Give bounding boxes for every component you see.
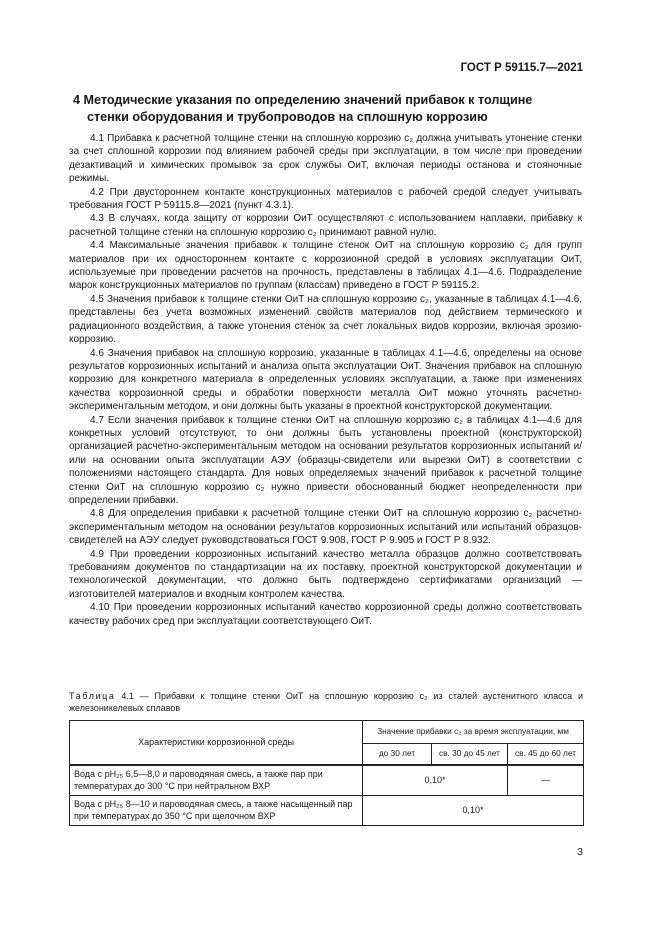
row-value: 0,10* [363, 796, 584, 826]
column-header-45-60: св. 45 до 60 лет [508, 744, 584, 766]
table-row [70, 796, 584, 826]
column-group-header: Значение прибавки c₂ за время эксплуатации, мм [363, 721, 584, 744]
paragraph-4-2: 4.2 При двустороннем контакте конструкционных материалов с рабочей средой следует учитывать требования ГОСТ Р 59115.8—2021 (пункт 4.3.1). [69, 186, 582, 212]
row-label: Вода с pH₂₅ 8—10 и пароводяная смесь, а также насыщенный пар при температурах до 350 °С при щелочном ВХР [70, 796, 363, 826]
paragraph-4-3: 4.3 В случаях, когда защиту от коррозии ОиТ осуществляют с использованием наплавки, прибавку к расчетной толщине стенки на сплошную коррозию c₂ принимают равной нулю. [69, 213, 582, 238]
standard-designation: ГОСТ Р 59115.7—2021 [460, 62, 583, 74]
section-title [73, 92, 583, 126]
table-caption-text: 4.1 — Прибавки к толщине стенки ОиТ на сплошную коррозию c₂ из сталей аустенитного класса и железоникелевых сплавов [69, 691, 583, 713]
section-title-line-1: 4 Методические указания по определению значений прибавок к толщине [73, 93, 533, 107]
row-value-dash: — [508, 765, 584, 796]
column-header-30: до 30 лет [363, 744, 432, 766]
paragraph-4-9: 4.9 При проведении коррозионных испытаний качество металла образцов должно соответствовать требованиям документов по стандартизации на их поставку, проектной конструкторской документации и технологической документации, что должно быть подтверждено сертификатами организаций — изготовителей материалов и входным контролем качества. [69, 548, 582, 600]
row-label: Вода с pH₂₅ 6,5—8,0 и пароводяная смесь, а также пар при температурах до 300 °С при нейтральном ВХР [70, 765, 363, 796]
table-caption [69, 690, 583, 714]
paragraph-4-4: 4.4 Максимальные значения прибавок к толщине стенок ОиТ на сплошную коррозию c₂ для групп материалов при их одностороннем контакте с коррозионной средой в условиях эксплуатации ОиТ, используемые при проведении расчетов на прочность, представлены в таблицах 4.1—4.6. Подразделение марок конструкционных материалов по группам (классам) приведено в ГОСТ Р 59115.2. [69, 240, 582, 292]
paragraph-4-7: 4.7 Если значения прибавок к толщине стенки ОиТ на сплошную коррозию c₂ в таблицах 4.1—4.6 для конкретных условий отсутствуют, то они должны быть установлены проектной (конструкторской) организацией расчетно-экспериментальным методом на основании результатов коррозионных испытаний и/или на основании опыта эксплуатации АЭУ (образцы-свидетели или вырезки ОиТ) в соответствии с положениями настоящего стандарта. Для новых определяемых значений прибавок к расчетной толщине стенки ОиТ на сплошную коррозию c₂ нужно привести обоснованный бюджет неопределенности при определении прибавки. [69, 414, 582, 506]
paragraph-4-8: 4.8 Для определения прибавки к расчетной толщине стенки ОиТ на сплошную коррозию c₂ расчетно-экспериментальным методом на основании результатов коррозионных испытаний или испытаний образцов-свидетелей на АЭУ следует руководствоваться ГОСТ 9.908, ГОСТ Р 9.905 и ГОСТ Р 8.932. [69, 508, 582, 547]
column-header-30-45: св. 30 до 45 лет [432, 744, 508, 766]
table-row [70, 765, 584, 796]
paragraph-4-5: 4.5 Значения прибавок к толщине стенки ОиТ на сплошную коррозию c₂, указанные в таблицах 4.1—4.6, представлены без учета возможных изменений свойств материалов под действием термического и радиационного воздействия, а также утонения стенок за счет локальных видов коррозии, включая эрозию-коррозию. [69, 293, 582, 346]
paragraph-4-6: 4.6 Значения прибавок на сплошную коррозию, указанные в таблицах 4.1—4.6, определены на основе результатов коррозионных испытаний и анализа опыта эксплуатации ОиТ. Значения прибавок на сплошную коррозию для конкретного материала в определенных условиях эксплуатации, а также при изменениях качества коррозионной среды и обработки поверхности металла ОиТ можно уточнять расчетно-экспериментальным методом, и они должны быть указаны в проектной конструкторской документации. [69, 347, 582, 413]
column-header-environment: Характеристики коррозионной среды [70, 721, 363, 766]
table-caption-label: Таблица [69, 691, 116, 701]
paragraph-4-10: 4.10 При проведении коррозионных испытаний качество коррозионной среды должно соответствовать качеству рабочих сред при эксплуатации соответствующего ОиТ. [69, 602, 582, 627]
row-value: 0,10* [363, 765, 508, 796]
section-title-line-2: стенки оборудования и трубопроводов на сплошную коррозию [87, 110, 488, 124]
body-text [69, 132, 582, 628]
table-4-1 [69, 720, 583, 826]
page-number: 3 [577, 846, 583, 858]
paragraph-4-1: 4.1 Прибавка к расчетной толщине стенки на сплошную коррозию c₂ должна учитывать утонение стенки за счет сплошной коррозии под влиянием рабочей среды при эксплуатации, в том числе при проведении дезактиваций и химических промывок за срок службы ОиТ, включая периоды останова и стояночные режимы. [69, 133, 582, 185]
